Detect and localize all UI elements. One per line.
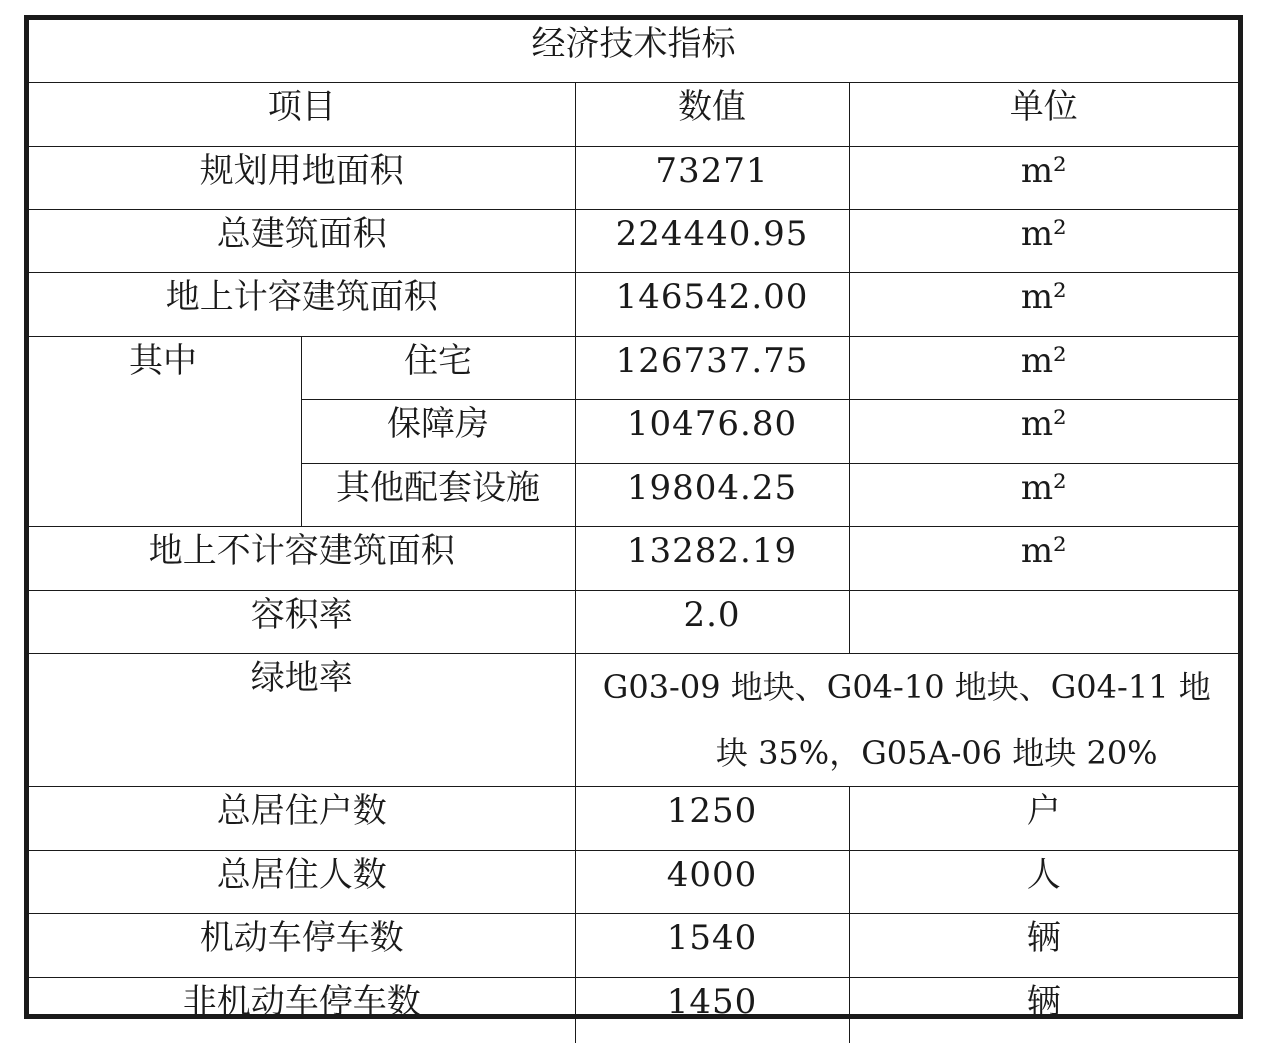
- value-cell: 1540: [575, 913, 849, 977]
- unit-cell: m²: [849, 336, 1238, 399]
- unit-cell: m²: [849, 399, 1238, 463]
- table-row: [29, 272, 1238, 336]
- header-row: [29, 82, 1238, 146]
- value-cell: 10476.80: [575, 399, 849, 463]
- subitem-cell: 其他配套设施: [301, 463, 575, 526]
- table-row: [29, 786, 1238, 850]
- value-cell: 13282.19: [575, 526, 849, 590]
- table-row: [29, 526, 1238, 590]
- table-row: [29, 977, 1238, 1043]
- value-cell: 126737.75: [575, 336, 849, 399]
- table-row: [29, 209, 1238, 272]
- unit-cell: m²: [849, 526, 1238, 590]
- value-cell: 73271: [575, 146, 849, 209]
- table-row: [29, 653, 1238, 786]
- value-cell: 1250: [575, 786, 849, 850]
- unit-cell: 辆: [849, 977, 1238, 1043]
- table-row: [29, 590, 1238, 653]
- unit-cell: 人: [849, 850, 1238, 913]
- subitem-cell: 保障房: [301, 399, 575, 463]
- green-value-line1: G03-09 地块、G04-10 地块、G04-11 地: [602, 667, 1211, 706]
- item-cell: 总居住人数: [29, 850, 575, 913]
- value-cell: 4000: [575, 850, 849, 913]
- unit-cell: 辆: [849, 913, 1238, 977]
- value-cell: 224440.95: [575, 209, 849, 272]
- item-cell: 总居住户数: [29, 786, 575, 850]
- unit-cell: m²: [849, 146, 1238, 209]
- unit-cell: 户: [849, 786, 1238, 850]
- value-cell: 2.0: [575, 590, 849, 653]
- value-cell: 19804.25: [575, 463, 849, 526]
- subitem-cell: 住宅: [301, 336, 575, 399]
- green-value-cell: [575, 653, 1238, 786]
- unit-cell: m²: [849, 209, 1238, 272]
- item-cell: 容积率: [29, 590, 575, 653]
- title-row: [29, 20, 1238, 82]
- unit-cell: m²: [849, 272, 1238, 336]
- subgroup-label: 其中: [29, 336, 301, 526]
- item-cell: 绿地率: [29, 653, 575, 786]
- unit-cell: m²: [849, 463, 1238, 526]
- table-row: [29, 146, 1238, 209]
- item-cell: 非机动车停车数: [29, 977, 575, 1043]
- table-title: 经济技术指标: [29, 20, 1238, 82]
- unit-cell: [849, 590, 1238, 653]
- item-cell: 地上计容建筑面积: [29, 272, 575, 336]
- value-cell: 1450: [575, 977, 849, 1043]
- table-row: [29, 336, 1238, 399]
- table-row: [29, 850, 1238, 913]
- header-unit: 单位: [849, 82, 1238, 146]
- item-cell: 总建筑面积: [29, 209, 575, 272]
- green-value-line2: 块 35%，G05A-06 地块 20%: [715, 733, 1158, 772]
- table-row: [29, 913, 1238, 977]
- header-value: 数值: [575, 82, 849, 146]
- value-cell: 146542.00: [575, 272, 849, 336]
- economic-indicators-table: [29, 20, 1238, 1043]
- header-item: 项目: [29, 82, 575, 146]
- item-cell: 机动车停车数: [29, 913, 575, 977]
- item-cell: 地上不计容建筑面积: [29, 526, 575, 590]
- item-cell: 规划用地面积: [29, 146, 575, 209]
